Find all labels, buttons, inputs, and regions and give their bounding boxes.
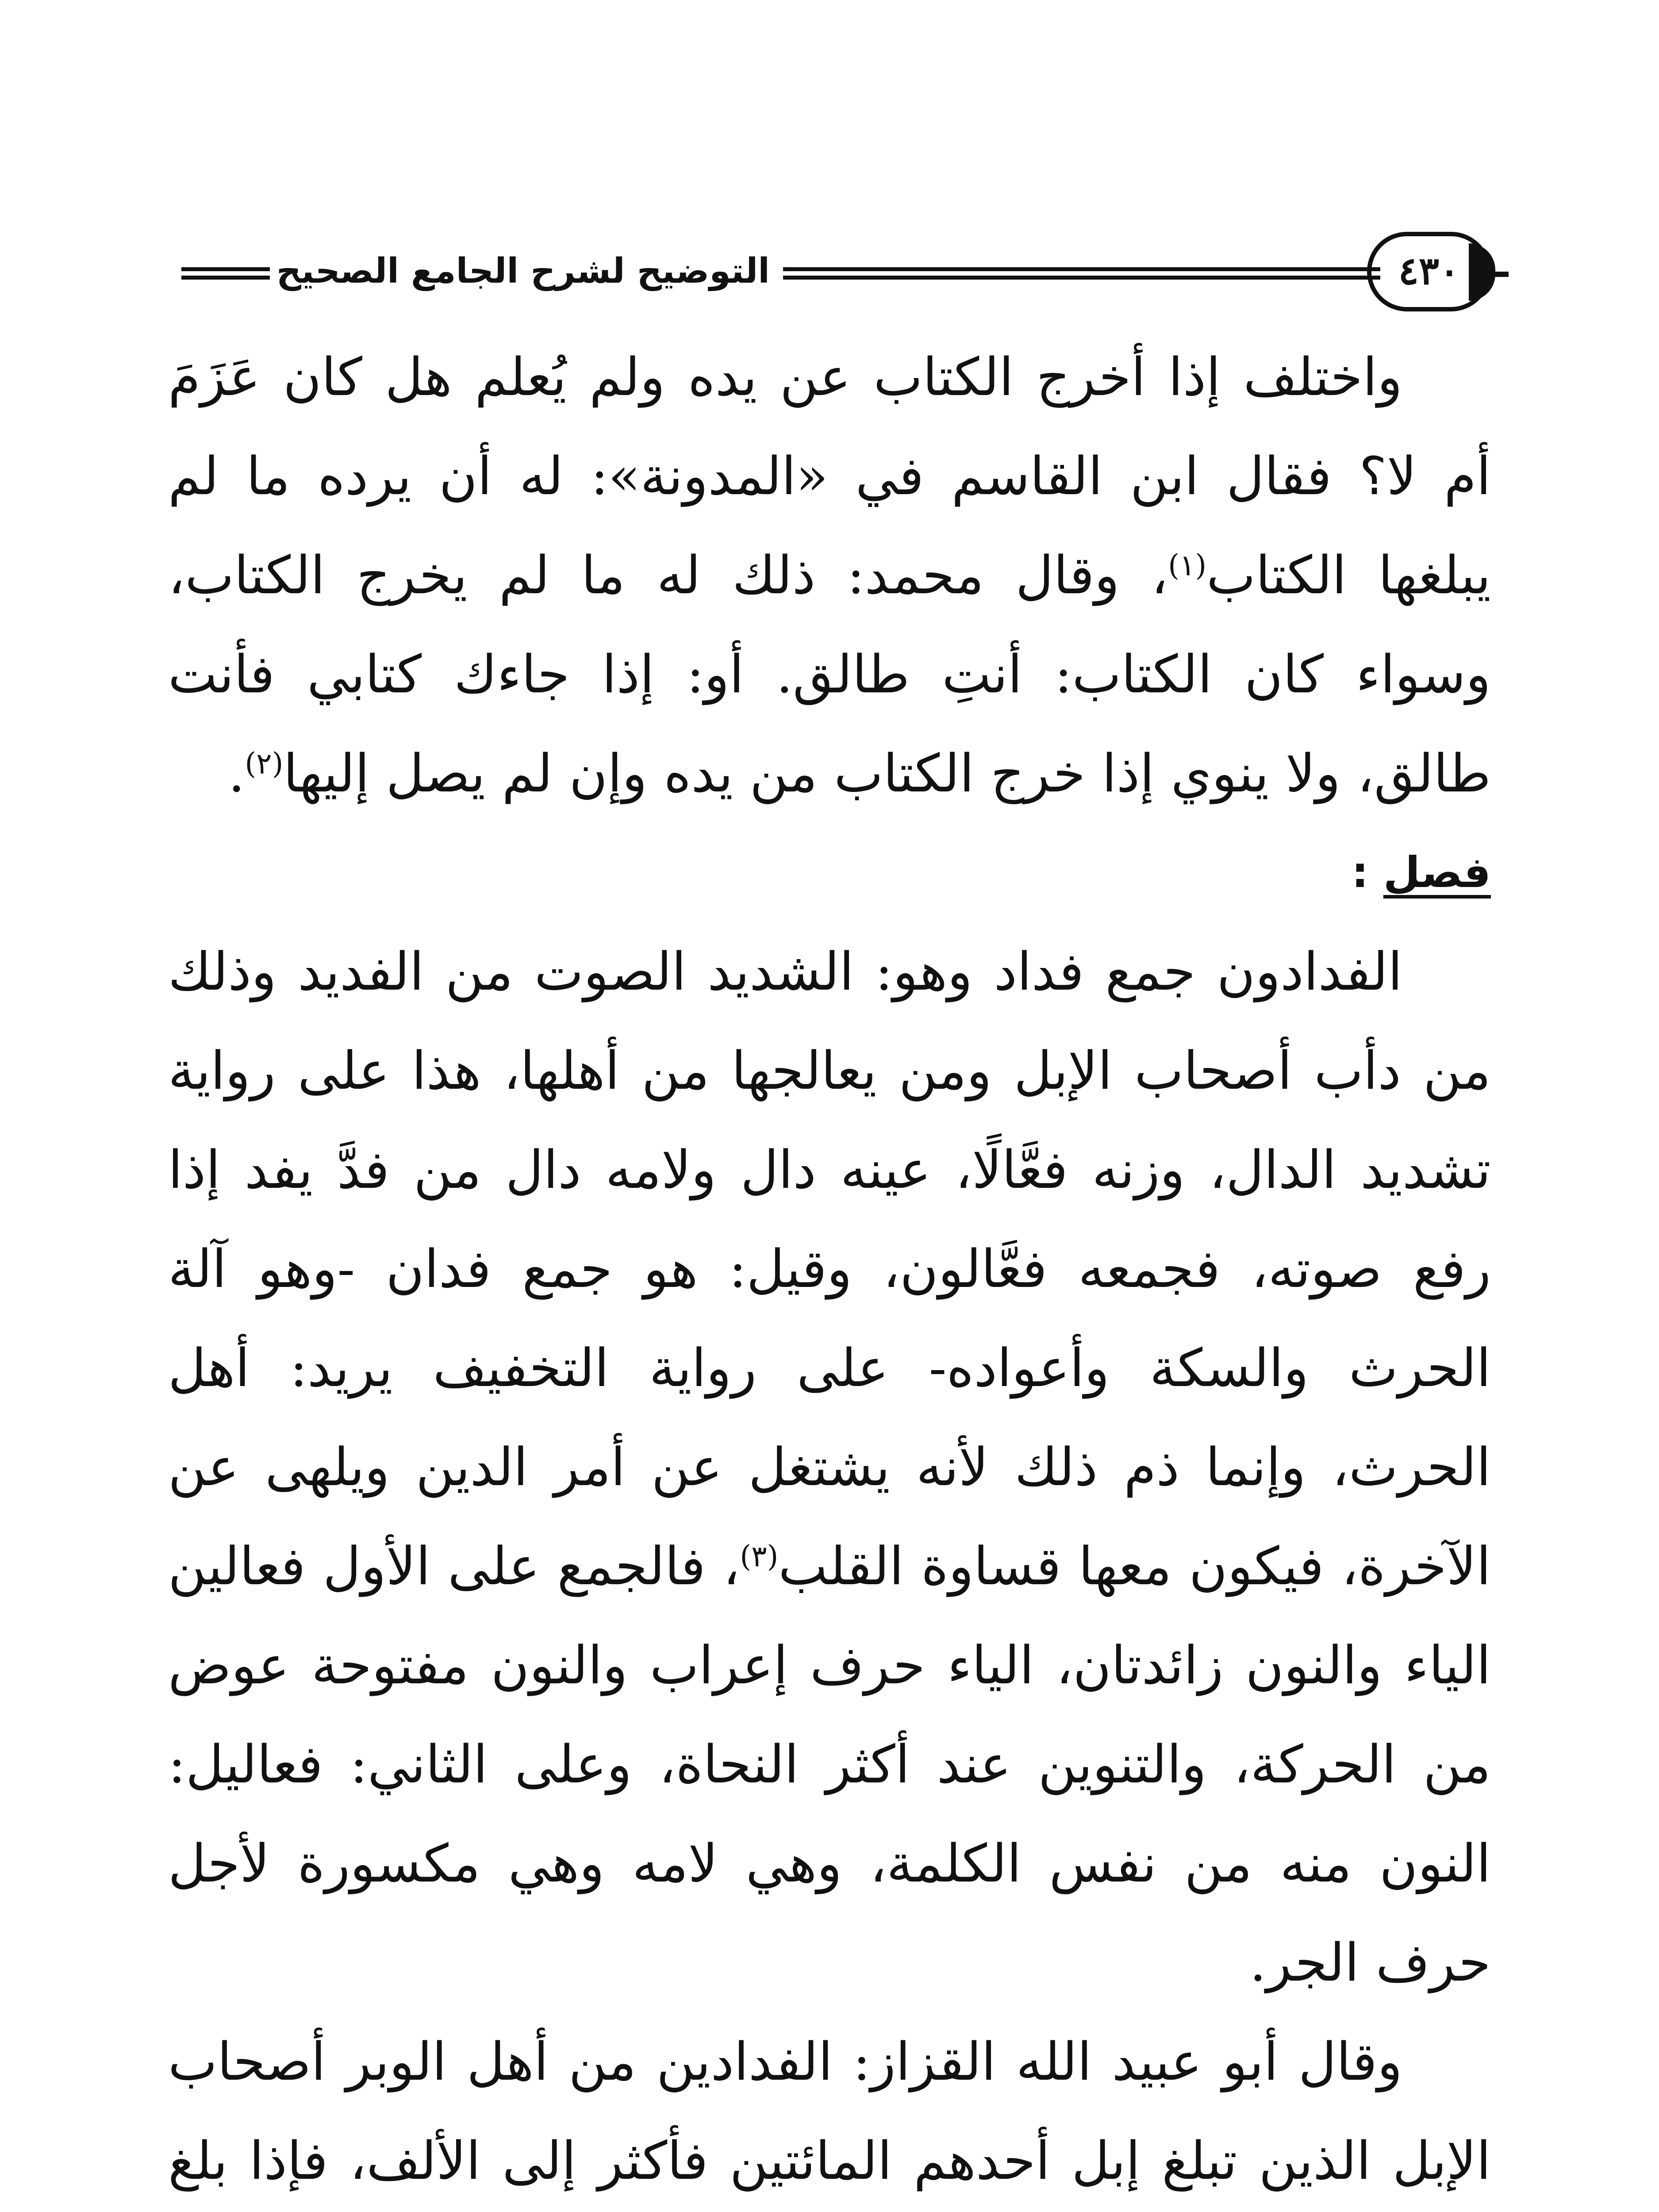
paragraph-1	[168, 327, 1491, 823]
main-text	[168, 327, 1491, 2212]
section-heading-colon: :	[1352, 848, 1383, 897]
header-rule-left	[181, 267, 270, 280]
paragraph-1-text-a: واختلف إذا أخرج الكتاب عن يده ولم يُعلم هل كان عَزَمَ أم لا؟ فقال ابن القاسم في «المدونة»: له أن يرده ما لم يبلغها الكتاب	[168, 346, 1491, 606]
paragraph-2-text-b: ، فالجمع على الأول فعالين الياء والنون زائدتان، الياء حرف إعراب والنون مفتوحة عوض من الحركة، والتنوين عند أكثر النحاة، وعلى الثاني: فعاليل: النون منه من نفس الكلمة، وهي لامه وهي مكسورة لأجل حرف الجر.	[168, 1536, 1491, 1993]
footnote-ref-1[interactable]: (١)	[1168, 548, 1207, 583]
section-heading-word: فصل	[1383, 848, 1491, 897]
header-rule-middle	[783, 267, 1380, 280]
paragraph-2-text-a: الفدادون جمع فداد وهو: الشديد الصوت من الفديد وذلك من دأب أصحاب الإبل ومن يعالجها من أهلها، هذا على رواية تشديد الدال، وزنه فعَّالًا، عينه دال ولامه دال من فدَّ يفد إذا رفع صوته، فجمعه فعَّالون، وقيل: هو جمع فدان -وهو آلة الحرث والسكة وأعواده- على رواية التخفيف يريد: أهل الحرث، وإنما ذم ذلك لأنه يشتغل عن أمر الدين ويلهى عن الآخرة، فيكون معها قساوة القلب	[168, 941, 1491, 1597]
paragraph-2	[168, 922, 1491, 2012]
paragraph-3-text-a: وقال أبو عبيد الله القزاز: الفدادين من أهل الوبر أصحاب الإبل الذين تبلغ إبل أحدهم المائتين فأكثر إلى الألف، فإذا بلغ	[168, 2031, 1491, 2191]
paragraph-1-text-b: ، وقال محمد: ذلك له ما لم يخرج الكتاب، وسواء كان الكتاب: أنتِ طالق. أو: إذا جاءك كتابي فأنت طالق، ولا ينوي إذا خرج الكتاب من يده وإن لم يصل إليها	[168, 545, 1491, 804]
footnote-ref-3[interactable]: (٣)	[740, 1539, 779, 1574]
header-rule-right	[1482, 272, 1509, 277]
paragraph-1-text-c: .	[228, 743, 245, 804]
footnote-ref-2[interactable]: (٢)	[245, 746, 284, 781]
section-heading	[168, 823, 1491, 922]
page-number: ٤٣٠	[1367, 232, 1491, 311]
header-book-title: التوضيح لشرح الجامع الصحيح	[276, 251, 770, 291]
paragraph-3	[168, 2012, 1491, 2212]
running-header	[173, 230, 1509, 319]
